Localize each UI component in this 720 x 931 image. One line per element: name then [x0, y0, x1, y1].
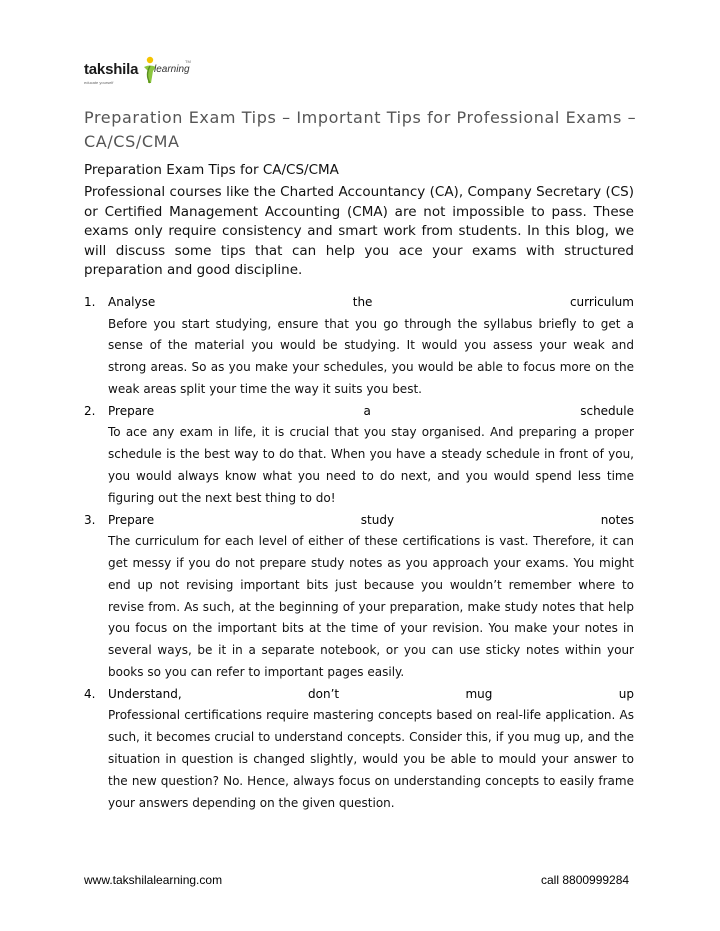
section-subtitle: Preparation Exam Tips for CA/CS/CMA: [84, 162, 339, 178]
tip-heading-word: Analyse: [108, 295, 156, 309]
logo-brand-text: takshila: [84, 61, 139, 78]
list-item: [84, 401, 634, 510]
tip-heading-word: the: [352, 295, 373, 309]
tip-heading-word: a: [363, 403, 371, 418]
logo-suffix-text: learning: [154, 64, 190, 75]
list-item: [84, 510, 634, 684]
tip-number: 4.: [84, 686, 96, 701]
tip-number: 3.: [84, 512, 96, 527]
list-item: [84, 292, 634, 401]
intro-paragraph: Professional courses like the Charted Accountancy (CA), Company Secretary (CS) or Certified Management Accounting (CMA) are not impossible to pass. These exams only require consistency and smart work from students. In this blog, we will discuss some tips that can help you ace your exams with structured preparation and good discipline.: [84, 184, 634, 278]
tip-body: The curriculum for each level of either of these certifications is vast. Therefore, it can get messy if you do not prepare study notes as you approach your exams. You might end up not revising important bits just because you wouldn’t remember where to revise from. As such, at the beginning of your preparation, make study notes that help you focus on the important bits at the time of your revision. You make your notes in several ways, be it in a separate notebook, or you can use sticky notes within your books so you can refer to important pages easily.: [108, 534, 634, 679]
tip-heading-word: up: [618, 686, 634, 701]
tip-heading: [108, 401, 634, 423]
takshila-logo: [84, 55, 194, 95]
tips-list: [84, 292, 634, 814]
tip-heading-word: mug: [465, 686, 493, 701]
tip-number: 1.: [84, 295, 96, 309]
tip-body: To ace any exam in life, it is crucial that you stay organised. And preparing a proper schedule is the best way to do that. When you have a steady schedule in front of you, you would always know what you need to do next, and you would spend less time figuring out the next best thing to do!: [108, 425, 634, 505]
logo-trademark: TM: [185, 59, 191, 64]
tip-heading-word: study: [360, 512, 395, 527]
footer-phone: call 8800999284: [541, 873, 630, 887]
tip-heading-word: Prepare: [108, 403, 155, 418]
tip-body: Before you start studying, ensure that you go through the syllabus briefly to get a sense of the material you would be studying. It would you assess your weak and strong areas. So as you make your schedules, you would be able to focus more on the weak areas split your time the way it suits you best.: [108, 316, 634, 396]
footer-website: www.takshilalearning.com: [84, 873, 223, 887]
tip-heading-word: Prepare: [108, 512, 155, 527]
page-title: Preparation Exam Tips – Important Tips for Professional Exams – CA/CS/CMA: [84, 108, 637, 151]
tip-heading-word: curriculum: [569, 295, 634, 309]
logo-tagline: educate yourself: [84, 80, 114, 85]
list-item: [84, 684, 634, 815]
tip-heading: [108, 292, 634, 314]
tip-heading-word: don’t: [308, 686, 340, 701]
tip-heading: [108, 684, 634, 706]
tip-heading-word: schedule: [580, 403, 634, 418]
tip-heading: [108, 510, 634, 532]
tip-number: 2.: [84, 403, 96, 418]
tip-heading-word: Understand,: [108, 686, 182, 701]
tip-heading-word: notes: [600, 512, 634, 527]
tip-body: Professional certifications require mastering concepts based on real-life application. As such, it becomes crucial to understand concepts. Consider this, if you mug up, and the situation in question is changed slightly, would you be able to mould your answer to the new question? No. Hence, always focus on understanding concepts to easily frame your answers depending on the given question.: [108, 708, 634, 810]
